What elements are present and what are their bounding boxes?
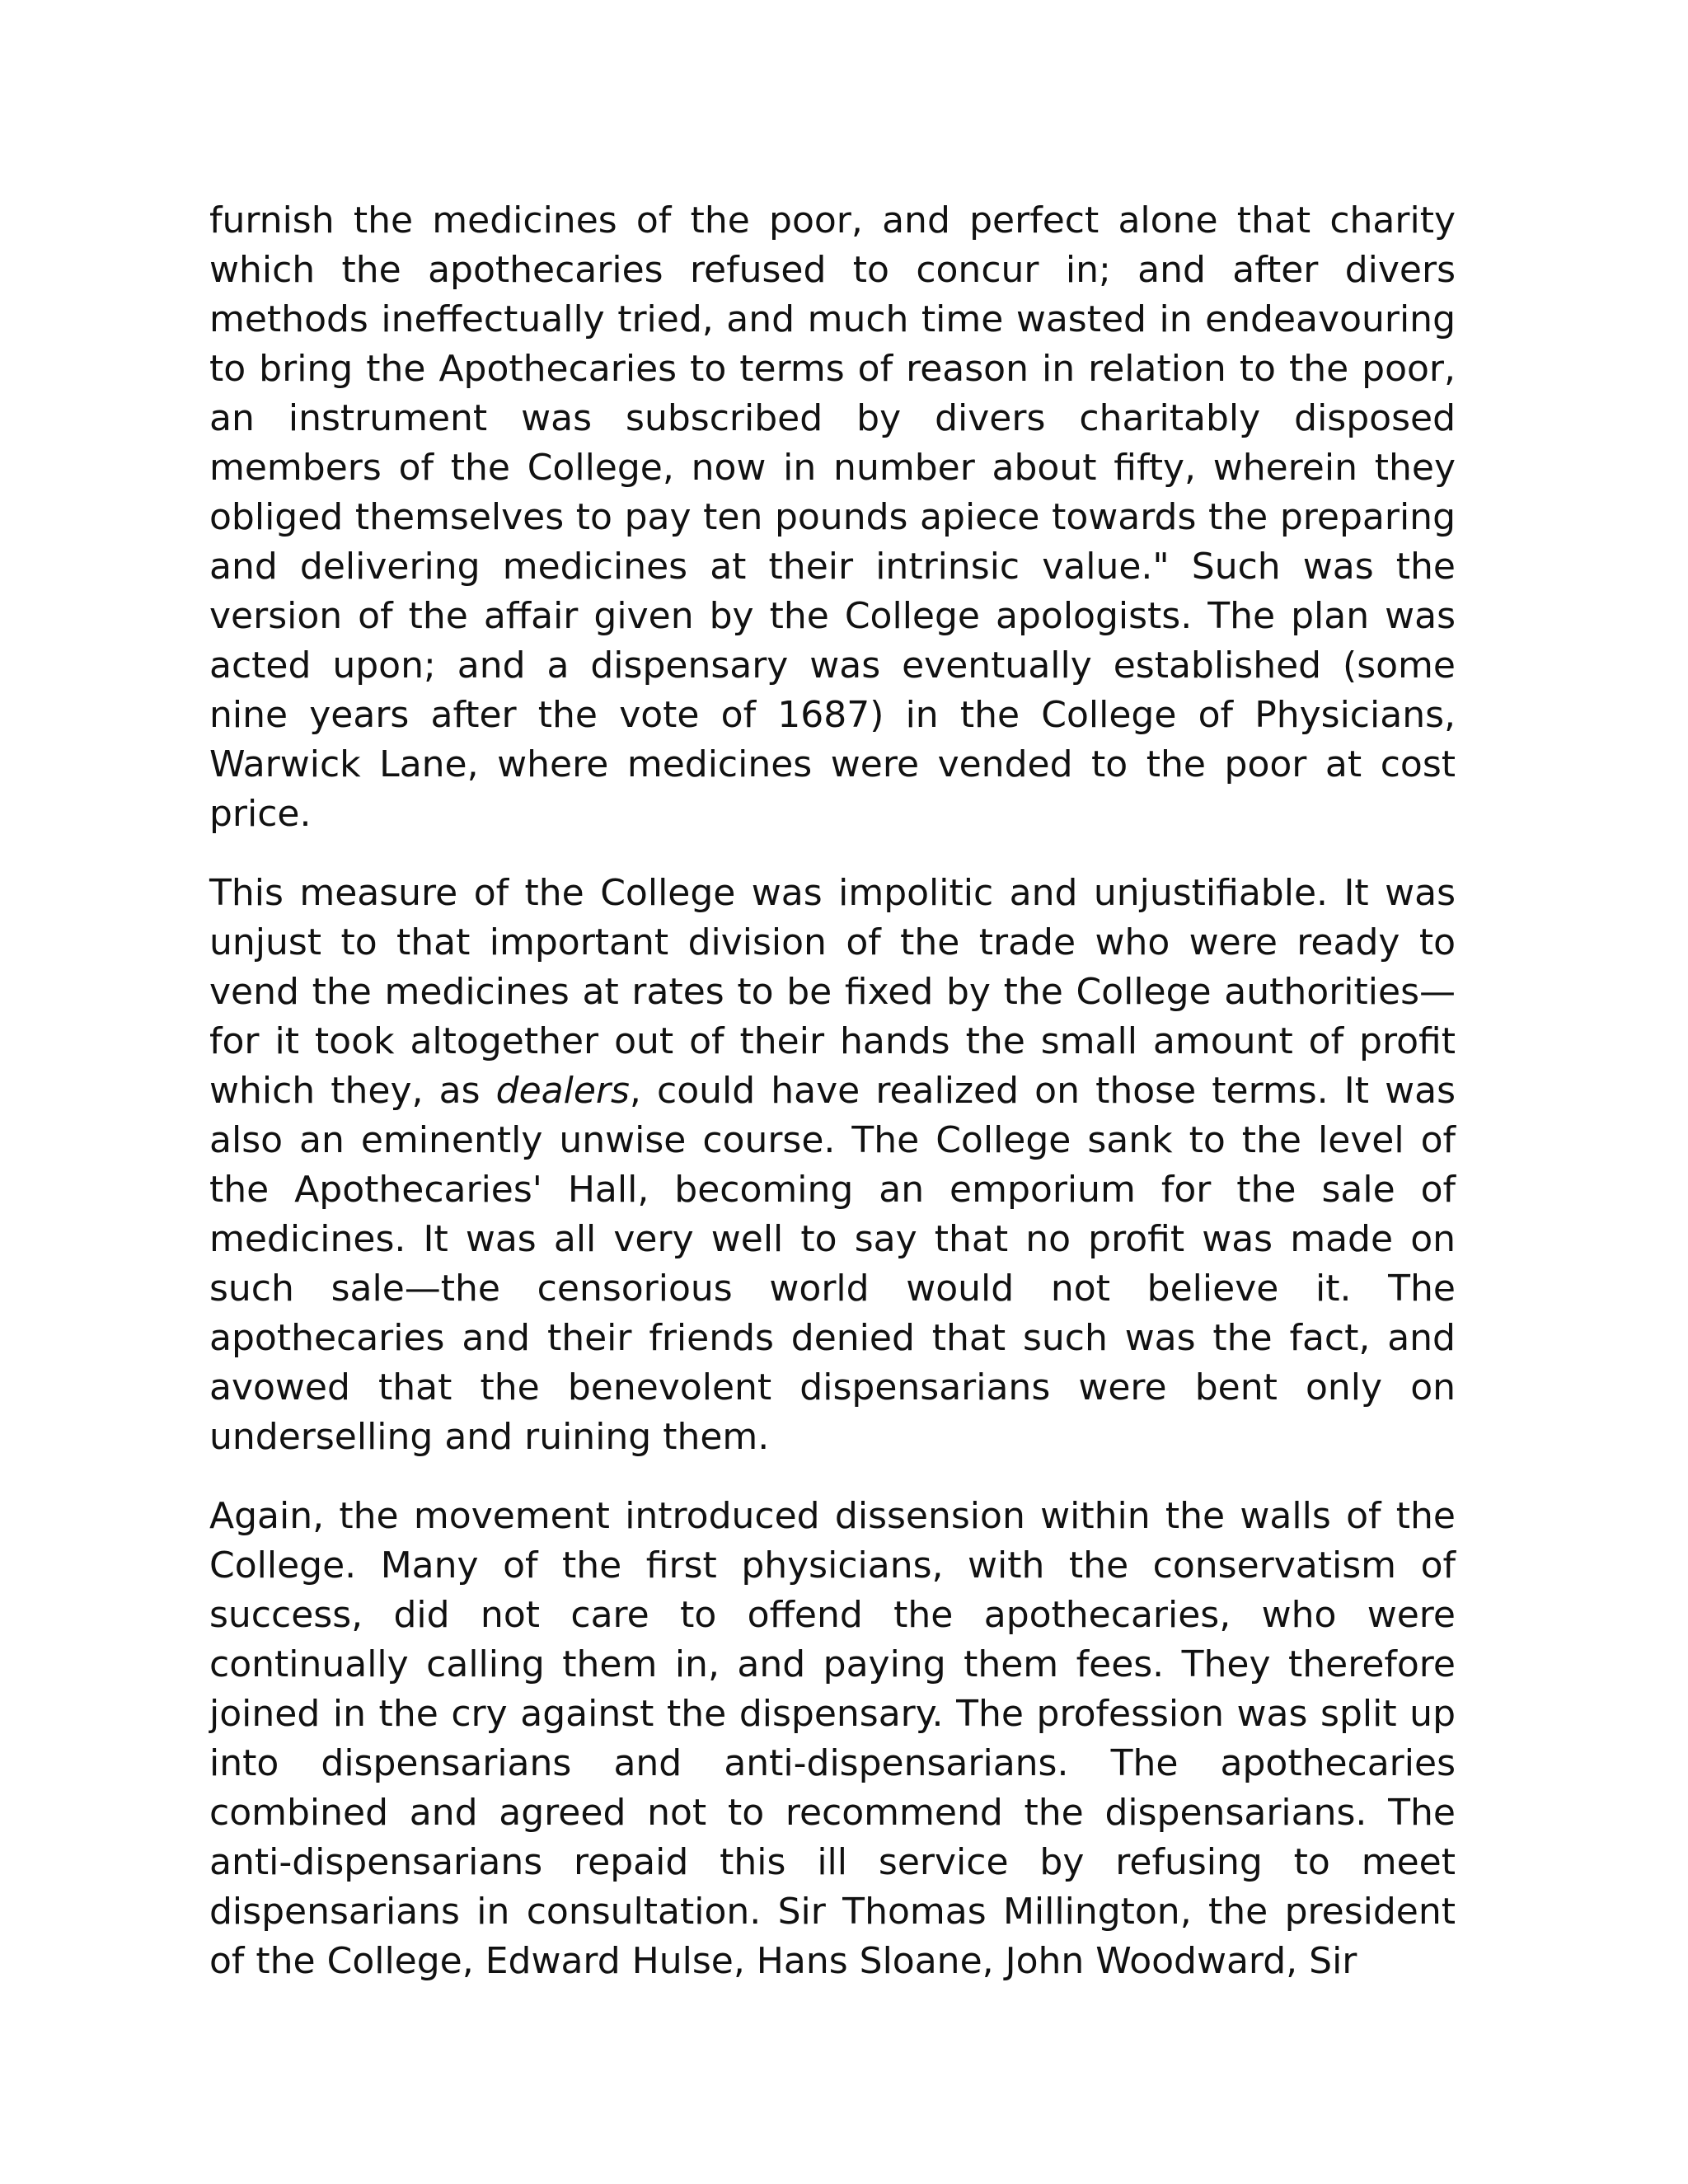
body-text <box>209 196 1456 1986</box>
paragraph-2-text-end: , could have realized on those terms. It was also an eminently unwise course. The College sank to the level of the Apothecaries' Hall, becoming an emporium for the sale of medicines. It was all very well to say that no profit was made on such sale—the censorious world would not believe it. The apothecaries and their friends denied that such was the fact, and avowed that the benevolent dispensarians were bent only on underselling and ruining them. <box>209 1070 1456 1458</box>
paragraph-2-text-start: This measure of the College was impolitic and unjustifiable. It was unjust to that important division of the trade who were ready to vend the medicines at rates to be fixed by the College authorities—for it took altogether out of their hands the small amount of profit which they, as <box>209 872 1456 1112</box>
paragraph-1-text: furnish the medicines of the poor, and perfect alone that charity which the apothecaries refused to concur in; and after divers methods ineffectually tried, and much time wasted in endeavouring to bring the Apothecaries to terms of reason in relation to the poor, an instrument was subscribed by divers charitably disposed members of the College, now in number about fifty, wherein they obliged themselves to pay ten pounds apiece towards the preparing and delivering medicines at their intrinsic value." Such was the version of the affair given by the College apologists. The plan was acted upon; and a dispensary was eventually established (some nine years after the vote of 1687) in the College of Physicians, Warwick Lane, where medicines were vended to the poor at cost price. <box>209 199 1456 835</box>
paragraph-3 <box>209 1492 1456 1986</box>
paragraph-2 <box>209 869 1456 1462</box>
paragraph-3-text: Again, the movement introduced dissension within the walls of the College. Many of the first physicians, with the conservatism of success, did not care to offend the apothecaries, who were continually calling them in, and paying them fees. They therefore joined in the cry against the dispensary. The profession was split up into dispensarians and anti-dispensarians. The apothecaries combined and agreed not to recommend the dispensarians. The anti-dispensarians repaid this ill service by refusing to meet dispensarians in consultation. Sir Thomas Millington, the president of the College, Edward Hulse, Hans Sloane, John Woodward, Sir <box>209 1495 1456 1982</box>
paragraph-1 <box>209 196 1456 839</box>
italic-term-dealers: dealers <box>495 1070 630 1112</box>
